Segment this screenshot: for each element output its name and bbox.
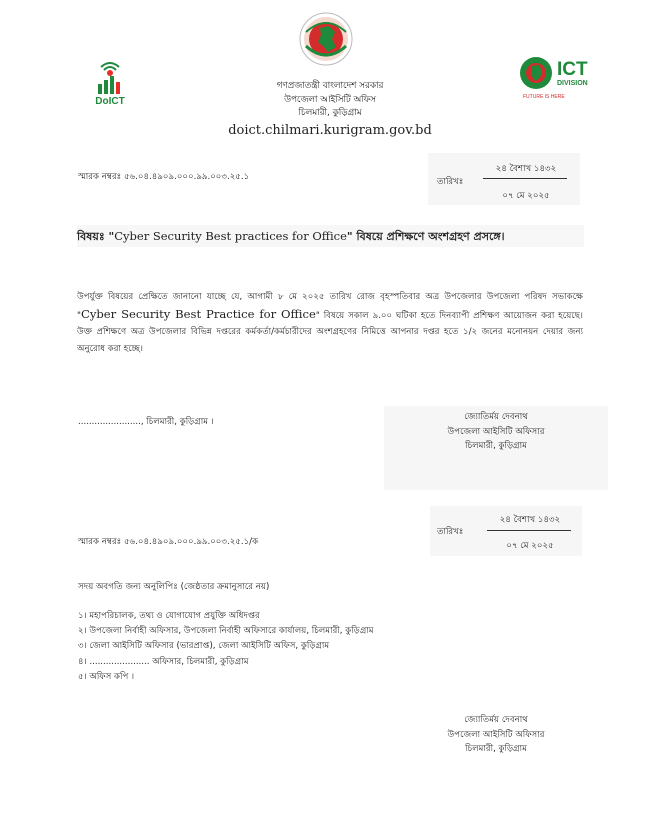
body-training-title: Cyber Security Best Practice for Office — [80, 306, 316, 321]
doict-logo — [88, 58, 132, 110]
ict-division-logo — [519, 55, 601, 101]
list-item: ২। উপজেলা নির্বাহী অফিসার, উপজেলা নির্বাহী অফিসারে কার্যালয়, চিলমারী, কুড়িগ্রাম — [78, 626, 374, 637]
ict-logo-tagline: FUTURE IS HERE — [523, 94, 565, 100]
signature-designation-copy: উপজেলা আইসিটি অফিসার — [447, 729, 545, 740]
signature-name-copy: জ্যোতির্ময় দেবনাথ — [464, 715, 528, 725]
memo-number-copy: স্মারক নম্বরঃ ৫৬.০৪.৪৯০৯.০০০.৯৯.০০৩.২৫.১/ক — [78, 537, 259, 547]
signature-designation: উপজেলা আইসিটি অফিসার — [447, 426, 545, 437]
date-divider-copy — [487, 530, 571, 531]
list-item: ১। মহাপরিচালক, তথ্য ও যোগাযোগ প্রযুক্তি অধিদপ্তর — [78, 611, 260, 621]
signature-name: জ্যোতির্ময় দেবনাথ — [464, 412, 528, 422]
signature-block — [384, 406, 608, 490]
date-divider — [483, 178, 567, 179]
ict-logo-title: ICT — [557, 59, 588, 80]
body-part1: উপর্যুক্ত বিষয়ের প্রেক্ষিতে জানানো যাচ্ছে যে, আগামী ৮ মে ২০২৫ তারিখ রোজ বৃহস্পতিবার অত্র উপজেলার উপজেলা পরিষদ সভাকক্ষে " — [77, 292, 583, 321]
date-gregorian-copy: ০৭ মে ২০২৫ — [506, 541, 554, 551]
date-label: তারিখঃ — [437, 177, 464, 187]
date-bangla-copy: ২৪ বৈশাখ ১৪৩২ — [499, 515, 561, 525]
header-location: চিলমারী, কুড়িগ্রাম — [298, 108, 362, 118]
copy-list — [78, 609, 374, 685]
ict-logo-sub: DIVISION — [557, 80, 588, 87]
header-website[interactable]: doict.chilmari.kurigram.gov.bd — [228, 122, 432, 138]
government-seal-logo — [299, 12, 353, 66]
list-item: ৫। অফিস কপি । — [78, 671, 135, 682]
recipient-line: ......................., চিলমারী, কুড়িগ্রাম । — [78, 417, 214, 427]
memo-number: স্মারক নম্বরঃ ৫৬.০৪.৪৯০৯.০০০.৯৯.০০৩.২৫.১ — [78, 172, 250, 182]
subject-title: Cyber Security Best practices for Office — [114, 229, 347, 243]
signature-place-copy: চিলমারী, কুড়িগ্রাম — [465, 744, 527, 754]
list-item: ৩। জেলা আইসিটি অফিসার (ভারপ্রাপ্ত), জেলা আইসিটি অফিস, কুড়িগ্রাম — [78, 641, 330, 652]
body-part2: " বিষয়ে সকাল ৯.০০ ঘটিকা হতে দিনব্যাপী প্রশিক্ষণ আয়োজন করা হয়েছে। উক্ত প্রশিক্ষণে অত্র উপজেলার বিভিন্ন দপ্তরের কর্মকর্তা/কর্মচারীদের অংশগ্রহণের নিমিত্তে আপনার দপ্তর হতে ১/২ জনের মনোনয়ন দেয়ার জন্য অনুরোধ করা হচ্ছে। — [77, 310, 583, 354]
letter-body — [77, 289, 583, 357]
copy-heading: সদয় অবগতি জন্য অনুলিপিঃ (জেষ্ঠতার ক্রমানুসারে নয়) — [78, 582, 270, 592]
date-gregorian: ০৭ মে ২০২৫ — [502, 191, 550, 201]
date-block-copy — [430, 506, 582, 556]
subject-line — [77, 225, 584, 247]
date-bangla: ২৪ বৈশাখ ১৪৩২ — [495, 164, 557, 174]
letter-header — [200, 80, 460, 139]
doict-logo-text: DoICT — [95, 96, 125, 107]
subject-prefix: বিষয়ঃ " — [77, 230, 115, 243]
header-government: গণপ্রজাতন্ত্রী বাংলাদেশ সরকার — [276, 81, 384, 91]
date-label-copy: তারিখঃ — [437, 527, 464, 537]
signature-place: চিলমারী, কুড়িগ্রাম — [465, 441, 527, 451]
subject-suffix: " বিষয়ে প্রশিক্ষণে অংশগ্রহণ প্রসঙ্গে। — [346, 230, 505, 243]
header-office: উপজেলা আইসিটি অফিস — [284, 94, 376, 105]
list-item: ৪। ...................... অফিসার, চিলমারী, কুড়িগ্রাম — [78, 656, 249, 667]
signature-block-copy — [384, 713, 608, 761]
date-block — [428, 153, 580, 205]
